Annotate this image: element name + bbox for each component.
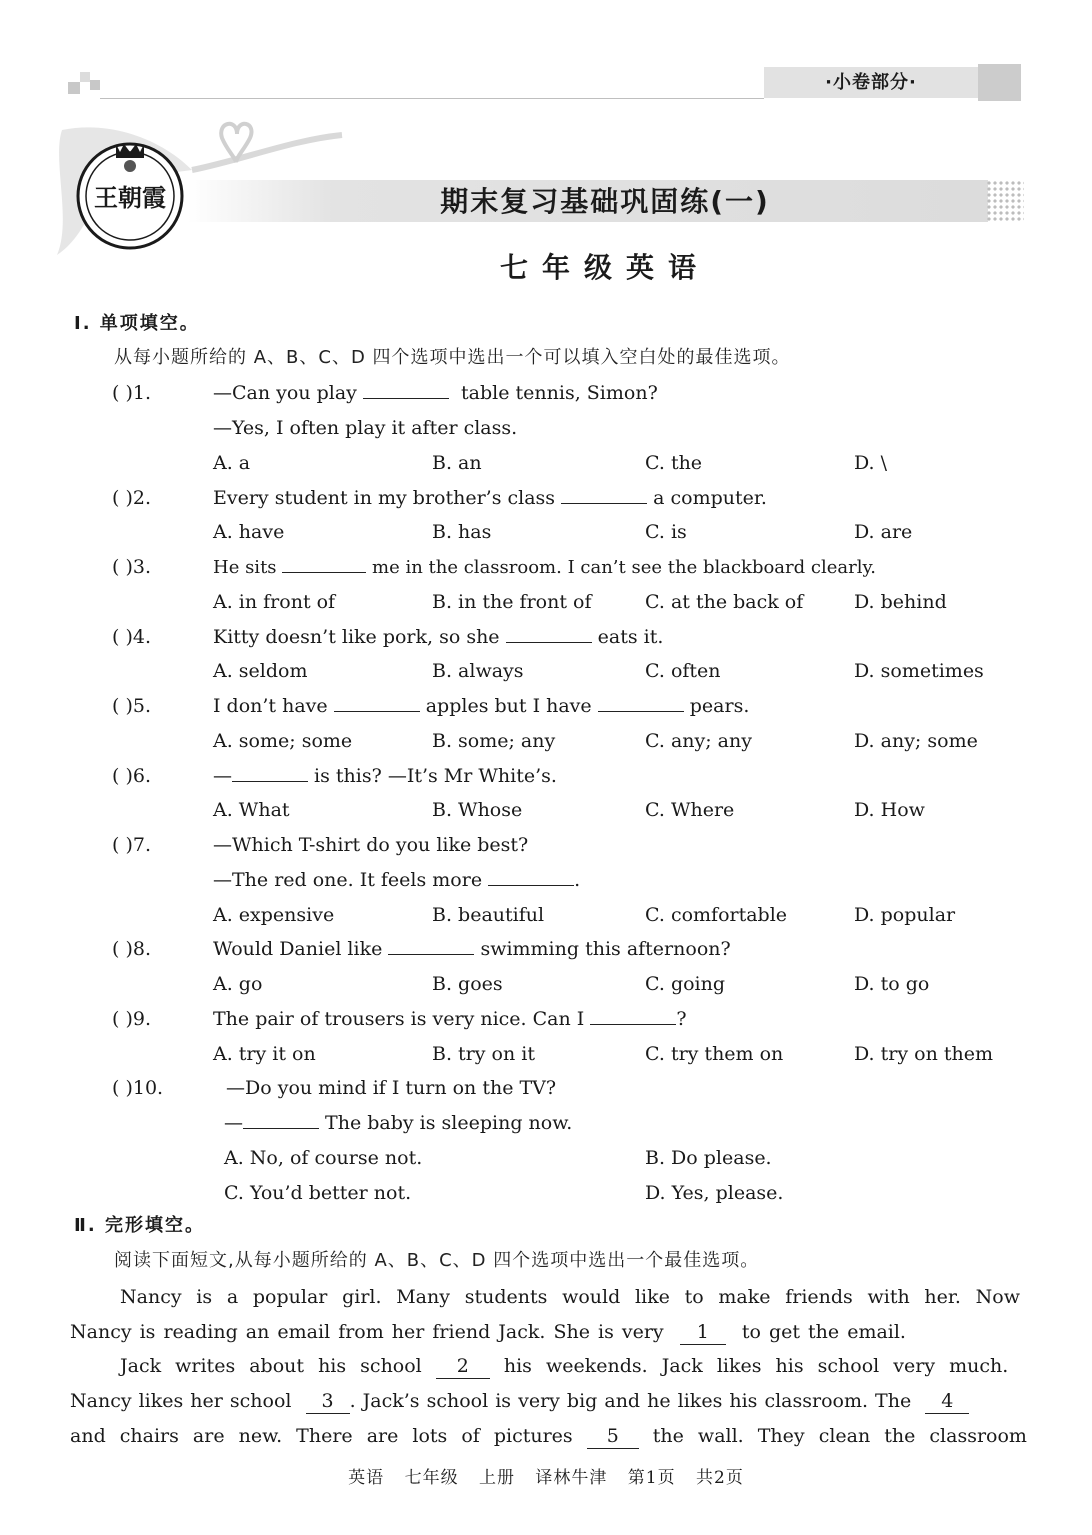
option-b: B. always (432, 660, 524, 682)
question-label: ( )8. (112, 938, 151, 960)
question-stem: Every student in my brother’s class (213, 487, 556, 509)
question-stem: ? (676, 1008, 687, 1030)
question-stem: eats it. (597, 626, 664, 648)
option-d: D. behind (854, 591, 947, 613)
question-stem: —Which T-shirt do you like best? (213, 834, 529, 856)
question-label: ( )4. (112, 626, 151, 648)
option-b: B. try on it (432, 1043, 535, 1065)
passage-text: the wall. They clean the classroom (652, 1425, 1027, 1447)
option-a: A. some; some (213, 730, 353, 752)
option-b: B. an (432, 452, 482, 474)
question-stem: —Can you play (213, 382, 357, 404)
passage-line: Nancy is a popular girl. Many students would like to make friends with her. Now (120, 1286, 1020, 1308)
option-c: C. You’d better not. (224, 1182, 412, 1204)
question-stem: Would Daniel like (213, 938, 383, 960)
section-tag-end (978, 64, 1021, 101)
cloze-blank-1: 1 (680, 1320, 726, 1345)
question-label: ( )1. (112, 382, 151, 404)
question-stem: apples but I have (425, 695, 592, 717)
page-subtitle: 七年级英语 (499, 251, 710, 284)
option-d: D. How (854, 799, 925, 821)
option-d: D. to go (854, 973, 930, 995)
answer-blank (506, 625, 592, 643)
page-footer: 英语 七年级 上册 译林牛津 第1页 共2页 (348, 1468, 744, 1488)
question-stem: The baby is sleeping now. (325, 1112, 573, 1134)
part1-instruction: 从每小题所给的 A、B、C、D 四个选项中选出一个可以填入空白处的最佳选项。 (114, 347, 791, 368)
option-d: D. try on them (854, 1043, 993, 1065)
question-stem: table tennis, Simon? (461, 382, 658, 404)
question-stem: —The red one. It feels more (213, 869, 483, 891)
question-stem: — (213, 765, 232, 787)
part2-instruction: 阅读下面短文,从每小题所给的 A、B、C、D 四个选项中选出一个最佳选项。 (114, 1250, 760, 1271)
cloze-blank-4: 4 (925, 1389, 969, 1414)
question-stem: a computer. (653, 487, 767, 509)
title-dots (986, 180, 1024, 222)
passage-line (120, 1354, 1008, 1379)
question-stem: — (224, 1112, 243, 1134)
passage-text: . Jack’s school is very big and he likes his classroom. The (349, 1390, 912, 1412)
option-d: D. Yes, please. (645, 1182, 784, 1204)
option-b: B. goes (432, 973, 503, 995)
option-b: B. beautiful (432, 904, 545, 926)
answer-blank (232, 764, 308, 782)
option-a: A. try it on (213, 1043, 316, 1065)
question-stem: is this? —It’s Mr White’s. (314, 765, 557, 787)
answer-blank (488, 868, 574, 886)
option-d: D. \ (854, 452, 888, 474)
answer-blank (363, 381, 449, 399)
header-rule (100, 98, 764, 99)
question-label: ( )3. (112, 556, 151, 578)
option-d: D. are (854, 521, 913, 543)
option-c: C. often (645, 660, 721, 682)
answer-blank (561, 486, 647, 504)
answer-blank (243, 1111, 319, 1129)
passage-line (70, 1320, 906, 1345)
passage-text: his weekends. Jack likes his school very much. (503, 1355, 1009, 1377)
question-label: ( )5. (112, 695, 151, 717)
question-stem: The pair of trousers is very nice. Can I (213, 1008, 585, 1030)
passage-text: Nancy likes her school (70, 1390, 292, 1412)
section-tag: ·小卷部分· (764, 67, 978, 98)
question-label: ( )6. (112, 765, 151, 787)
question-stem: pears. (689, 695, 750, 717)
option-a: A. What (213, 799, 290, 821)
option-d: D. popular (854, 904, 956, 926)
question-stem: —Do you mind if I turn on the TV? (226, 1077, 557, 1099)
passage-text: and chairs are new. There are lots of pictures (70, 1425, 573, 1447)
question-stem: Kitty doesn’t like pork, so she (213, 626, 500, 648)
cloze-blank-2: 2 (436, 1354, 490, 1379)
answer-blank (334, 694, 420, 712)
passage-line (70, 1389, 969, 1414)
page-title: 期末复习基础巩固练(一) (440, 185, 770, 218)
option-a: A. in front of (213, 591, 336, 613)
passage-line (70, 1424, 1027, 1449)
option-b: B. has (432, 521, 492, 543)
option-d: D. sometimes (854, 660, 984, 682)
part1-heading: Ⅰ. 单项填空。 (74, 313, 200, 334)
logo-text: 王朝霞 (94, 183, 166, 212)
option-a: A. seldom (213, 660, 308, 682)
option-a: A. go (213, 973, 263, 995)
option-a: A. have (213, 521, 285, 543)
cloze-blank-5: 5 (587, 1424, 639, 1449)
option-b: B. some; any (432, 730, 556, 752)
question-label: ( )10. (112, 1077, 164, 1099)
answer-blank (590, 1007, 676, 1025)
publisher-logo (74, 138, 186, 250)
option-a: A. a (213, 452, 251, 474)
answer-blank (598, 694, 684, 712)
question-stem: me in the classroom. I can’t see the blackboard clearly. (372, 557, 876, 578)
passage-text: to get the email. (741, 1321, 906, 1343)
option-c: C. try them on (645, 1043, 784, 1065)
question-stem: . (574, 869, 581, 891)
question-label: ( )9. (112, 1008, 151, 1030)
cloze-blank-3: 3 (306, 1389, 350, 1414)
option-c: C. Where (645, 799, 735, 821)
answer-blank (388, 937, 474, 955)
option-b: B. Do please. (645, 1147, 772, 1169)
question-stem: He sits (213, 557, 277, 578)
option-c: C. the (645, 452, 703, 474)
part2-heading: Ⅱ. 完形填空。 (74, 1215, 205, 1236)
option-a: A. No, of course not. (224, 1147, 423, 1169)
option-c: C. comfortable (645, 904, 788, 926)
question-stem: I don’t have (213, 695, 328, 717)
option-b: B. in the front of (432, 591, 592, 613)
option-b: B. Whose (432, 799, 523, 821)
passage-text: Jack writes about his school (120, 1355, 422, 1377)
question-stem: swimming this afternoon? (480, 938, 731, 960)
option-a: A. expensive (213, 904, 335, 926)
option-d: D. any; some (854, 730, 978, 752)
option-c: C. any; any (645, 730, 752, 752)
question-label: ( )2. (112, 487, 151, 509)
option-c: C. at the back of (645, 591, 804, 613)
passage-text: Nancy is reading an email from her friend Jack. She is very (70, 1321, 664, 1343)
answer-blank (282, 555, 366, 573)
question-label: ( )7. (112, 834, 151, 856)
question-line2: —Yes, I often play it after class. (213, 417, 518, 439)
option-c: C. is (645, 521, 687, 543)
option-c: C. going (645, 973, 726, 995)
